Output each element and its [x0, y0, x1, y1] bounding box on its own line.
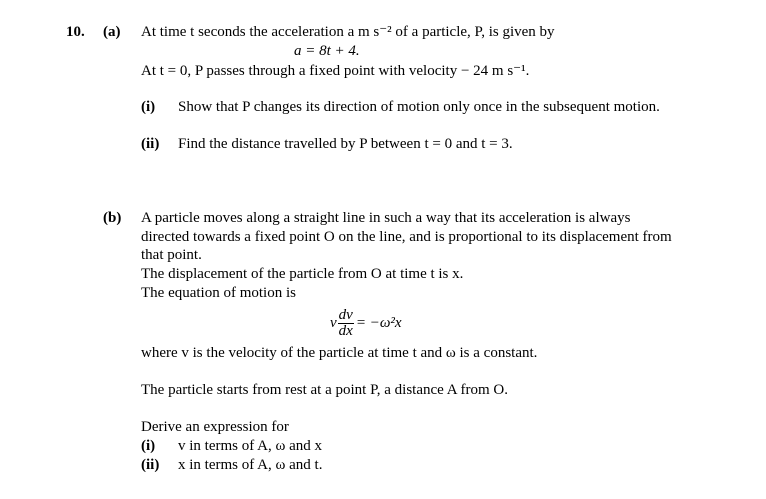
derivative-denominator: dx: [338, 322, 353, 339]
part-b-label: (b): [103, 210, 122, 226]
part-a-equation: a = 8t + 4.: [294, 43, 360, 59]
part-b-line-2: directed towards a fixed point O on the line, and is proportional to its displacement from: [141, 229, 672, 245]
part-b-line-5: The equation of motion is: [141, 285, 296, 301]
part-a-label: (a): [103, 24, 121, 40]
part-b-line-3: that point.: [141, 247, 202, 263]
question-number: 10.: [66, 24, 85, 40]
part-b-line-6: where v is the velocity of the particle at time t and ω is a constant.: [141, 345, 538, 361]
part-b-line-1: A particle moves along a straight line in such a way that its acceleration is always: [141, 210, 631, 226]
part-b-sub-i-label: (i): [141, 438, 156, 454]
part-b-line-8: Derive an expression for: [141, 419, 289, 435]
part-b-sub-ii-text: x in terms of A, ω and t.: [178, 457, 323, 473]
part-b-sub-i-text: v in terms of A, ω and x: [178, 438, 323, 454]
part-a-sub-i-label: (i): [141, 99, 156, 115]
part-b-line-7: The particle starts from rest at a point P, a distance A from O.: [141, 382, 508, 398]
equation-of-motion: [330, 303, 402, 343]
part-a-sub-ii-label: (ii): [141, 136, 160, 152]
part-b-sub-ii-label: (ii): [141, 457, 160, 473]
equation-rhs: = −ω²x: [355, 314, 402, 331]
part-a-sub-i-text: Show that P changes its direction of motion only once in the subsequent motion.: [178, 99, 660, 115]
part-b-line-4: The displacement of the particle from O at time t is x.: [141, 266, 464, 282]
part-a-line-1: At time t seconds the acceleration a m s⁻² of a particle, P, is given by: [141, 24, 555, 40]
derivative-fraction: [338, 308, 354, 339]
part-a-sub-ii-text: Find the distance travelled by P between t = 0 and t = 3.: [178, 136, 513, 152]
part-a-line-2: At t = 0, P passes through a fixed point with velocity − 24 m s⁻¹.: [141, 63, 530, 79]
equation-v: v: [330, 314, 337, 331]
derivative-numerator: dv: [338, 306, 353, 323]
